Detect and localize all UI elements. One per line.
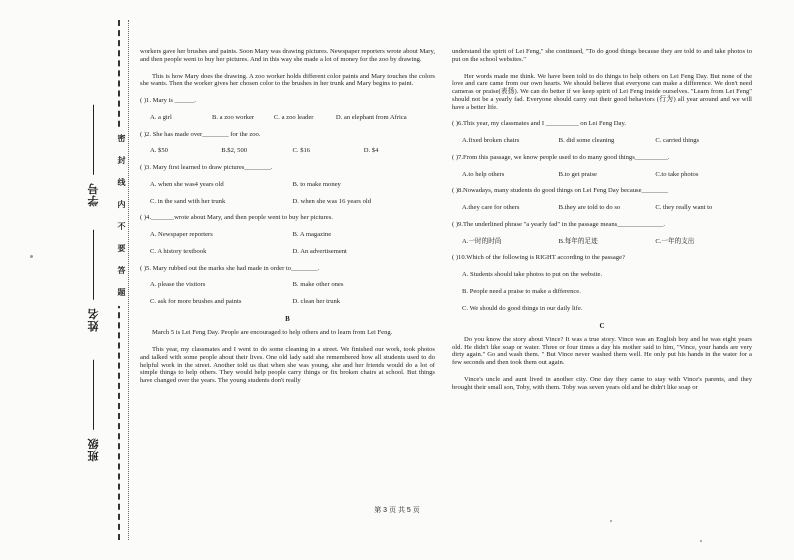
option[interactable]: B. A magazine <box>292 231 332 239</box>
question-4: ( )4._______wrote about Mary, and then people went to buy her pictures. <box>140 214 333 222</box>
passage-c-paragraph: Vince's uncle and aunt lived in another city. One day they came to stay with Vince's parents, and they brought their small son, Toby, with them. Toby was seven years old and he didn't like soap or <box>452 375 752 391</box>
question-5-options <box>150 281 435 289</box>
question-8: ( )8.Nowadays, many students do good things on Lei Feng Day because________ <box>452 187 668 195</box>
question-2: ( )2. She has made over________ for the zoo. <box>140 130 261 138</box>
option[interactable]: B.每年的足迹 <box>558 237 598 245</box>
question-4-options <box>150 231 435 239</box>
student-id-blank[interactable] <box>94 105 95 175</box>
passage-a-paragraph: This is how Mary does the drawing. A zoo worker holds different color paints and Mary touches the colors she wants. Then the worker gives her chosen color to the brushes in her trunk and Mary begins to paint. <box>140 72 435 88</box>
option[interactable]: C. A history textbook <box>150 247 207 255</box>
option[interactable]: A.fixed broken chairs <box>462 137 520 145</box>
class-field[interactable] <box>86 360 102 462</box>
option[interactable]: A. when she was4 years old <box>150 180 224 188</box>
option[interactable]: A.一时的时尚 <box>462 237 502 245</box>
question-9-options <box>462 238 752 246</box>
option[interactable]: C.一年的支出 <box>655 237 695 245</box>
page-number: 第 3 页 共 5 页 <box>374 507 420 514</box>
question-5-options <box>150 298 435 306</box>
option[interactable]: C. $16 <box>292 147 311 155</box>
class-label: 班级 <box>88 437 100 462</box>
option[interactable]: C.to take photos <box>655 170 699 178</box>
option[interactable]: C. ask for more brushes and paints <box>150 298 242 306</box>
passage-b-paragraph: March 5 is Lei Feng Day. People are encouraged to help others and to learn from Lei Feng. <box>152 329 393 337</box>
question-1-options <box>150 114 435 122</box>
question-1: ( )1. Mary is ______. <box>140 97 197 105</box>
question-9: ( )9.The underlined phrase "a yearly fad" in the passage means______________. <box>452 220 666 228</box>
question-6: ( )6.This year, my classmates and I __________ on Lei Feng Day. <box>452 120 627 128</box>
option[interactable]: B. a zoo worker <box>211 113 255 121</box>
question-3-options <box>150 181 435 189</box>
option[interactable]: D. when she was 16 years old <box>292 197 372 205</box>
name-blank[interactable] <box>94 230 95 300</box>
option[interactable]: A. $50 <box>150 147 168 155</box>
question-10: ( )10.Which of the following is RIGHT according to the passage? <box>452 254 625 262</box>
option[interactable]: B.they are told to do so <box>558 204 621 212</box>
left-column <box>140 48 435 394</box>
binding-margin <box>0 0 140 560</box>
passage-b-paragraph: Her words made me think. We have been told to do things to help others on Lei Feng Day. But none of the love and care came from our own hearts. We should believe that everyone can make a difference. We don't need cameras or praise(表扬). We can do better if we keep spirit of Lei Feng inside ourselves. "Learn from Lei Feng" should not be a yearly fad. Everyone should carry out their good behaviors (行为) all year around and we will have a better life. <box>452 72 752 111</box>
option[interactable]: D. $4 <box>363 147 379 155</box>
option[interactable]: D. an elephant from Africa <box>335 113 407 121</box>
question-4-options <box>150 248 435 256</box>
question-7-options <box>462 171 752 179</box>
name-label: 姓名 <box>88 307 100 332</box>
scan-speck <box>700 540 702 542</box>
question-6-options <box>462 137 752 145</box>
class-blank[interactable] <box>94 360 95 430</box>
option[interactable]: C. We should do good things in our daily life. <box>462 304 583 312</box>
section-heading-b: B <box>285 315 290 324</box>
passage-b-paragraph: understand the spirit of Lei Feng," she continued, "To do good things because they are told to and take photos to put on the school websites." <box>452 48 752 63</box>
student-id-field[interactable] <box>86 105 102 207</box>
passage-a-paragraph: workers gave her brushes and paints. Soon Mary was drawing pictures. Newspaper reporters wrote about Mary, and then people went to buy her pictures. And in this way she made a lot of money for the zoo by drawing. <box>140 48 435 63</box>
option[interactable]: C. they really want to <box>655 204 713 212</box>
option[interactable]: B.to get praise <box>558 170 597 178</box>
scan-speck <box>30 255 33 258</box>
student-id-label: 学号 <box>88 182 100 207</box>
option[interactable]: A. Newspaper reporters <box>150 231 213 239</box>
question-3: ( )3. Mary first learned to draw pictures________. <box>140 164 273 172</box>
question-3-options <box>150 198 435 206</box>
option[interactable]: C. a zoo leader <box>273 113 314 121</box>
option[interactable]: D. clean her trunk <box>292 298 341 306</box>
option[interactable]: A. Students should take photos to put on the website. <box>462 271 603 279</box>
seal-dotted-line <box>128 20 129 540</box>
option[interactable]: B. People need a praise to make a difference. <box>462 288 581 296</box>
option[interactable]: A.they care for others <box>462 204 520 212</box>
option[interactable]: A. a girl <box>150 113 172 121</box>
name-field[interactable] <box>86 230 102 332</box>
question-2-options <box>150 147 435 155</box>
question-8-options <box>462 204 752 212</box>
option[interactable]: D. An advertisement <box>292 247 347 255</box>
question-7: ( )7.From this passage, we know people used to do many good things__________. <box>452 153 670 161</box>
right-column <box>452 48 752 400</box>
option[interactable]: B. make other ones <box>292 281 344 289</box>
option[interactable]: C. carried things <box>655 137 700 145</box>
question-5: ( )5. Mary rubbed out the marks she had made in order to________. <box>140 264 320 272</box>
passage-b-paragraph: This year, my classmates and I went to do some cleaning in a street. We finished our work, took photos and talked with some people about their lives. One old lady said she remembered how all students used to do helpful work in the street. Another told us that when she was young, she and her friends would do a lot of simple things to help others. They would help people carry things or fix broken chairs at school. But things have changed over the years. The young students don't really <box>140 346 435 385</box>
passage-c-paragraph: Do you know the story about Vince? It was a true story. Vince was an English boy and he was eight years old. He didn't like soap or water. Three or four times a day his mother said to him, "Vince, your hands are very dirty again." Go and wash them. " But Vince never washed them well. He only put his hands in the water for a few seconds and then took them out again. <box>452 335 752 367</box>
section-heading-c: C <box>599 321 605 330</box>
option[interactable]: B. did some cleaning <box>558 137 615 145</box>
option[interactable]: B. to make money <box>292 180 341 188</box>
option[interactable]: B.$2, 500 <box>221 147 248 155</box>
seal-notice: 密 封 线 内 不 要 答 题 <box>116 130 127 306</box>
option[interactable]: A. please the visitors <box>150 281 206 289</box>
option[interactable]: C. in the sand with her trunk <box>150 197 226 205</box>
option[interactable]: A.to help others <box>462 170 505 178</box>
scan-speck <box>610 520 612 522</box>
